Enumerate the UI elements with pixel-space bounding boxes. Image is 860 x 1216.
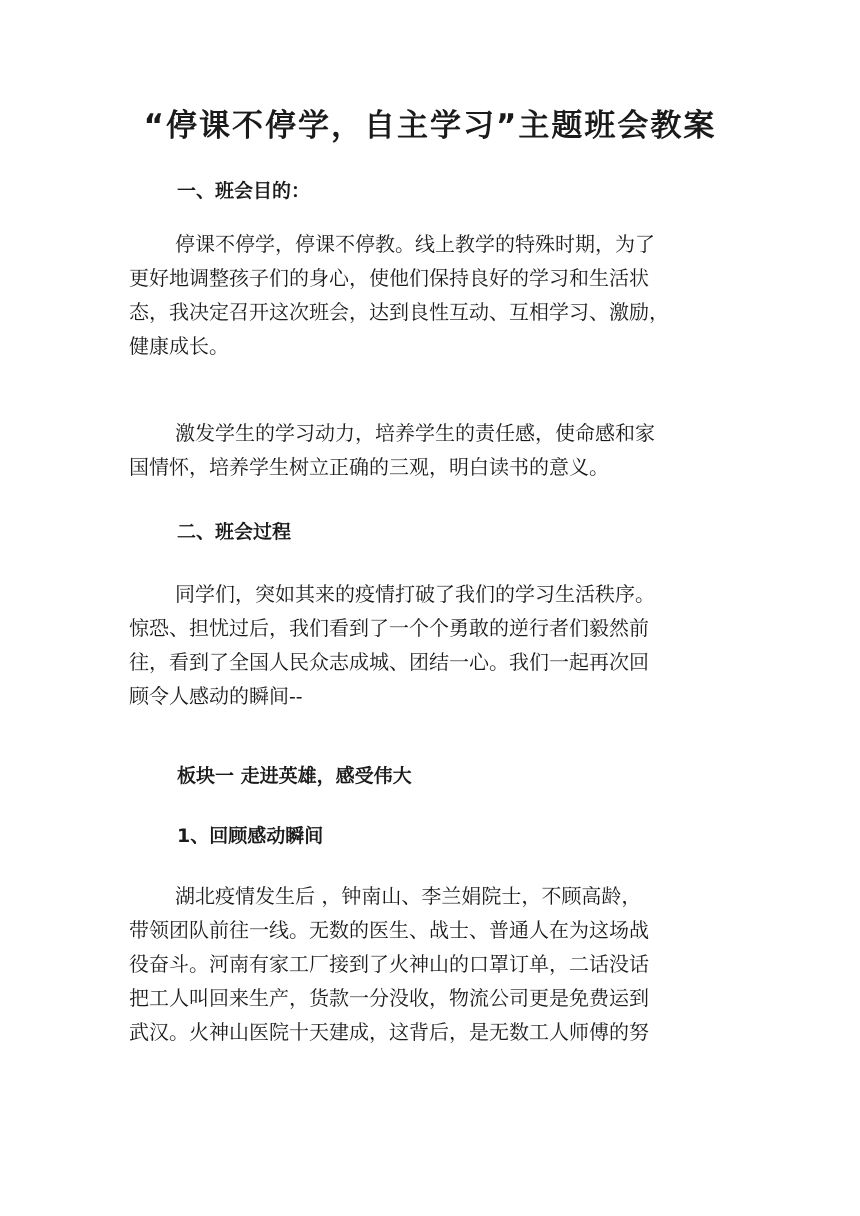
paragraph-purpose-2 — [129, 416, 731, 484]
paragraph-line: 激发学生的学习动力，培养学生的责任感，使命感和家 — [175, 421, 655, 445]
paragraph-line: 态，我决定召开这次班会，达到良性互动、互相学习、激励， — [129, 300, 669, 324]
section-heading-process: 二、班会过程 — [177, 521, 292, 543]
paragraph-line: 停课不停学，停课不停教。线上教学的特殊时期，为了 — [175, 232, 655, 256]
paragraph-line: 更好地调整孩子们的身心，使他们保持良好的学习和生活状 — [129, 266, 649, 290]
paragraph-line: 武汉。火神山医院十天建成，这背后，是无数工人师傅的努 — [129, 1020, 649, 1044]
paragraph-line: 顾令人感动的瞬间-- — [129, 684, 303, 708]
paragraph-line: 把工人叫回来生产，货款一分没收，物流公司更是免费运到 — [129, 986, 649, 1010]
paragraph-line: 带领团队前往一线。无数的医生、战士、普通人在为这场战 — [129, 918, 649, 942]
paragraph-line: 役奋斗。河南有家工厂接到了火神山的口罩订单，二话没话 — [129, 952, 649, 976]
paragraph-line: 惊恐、担忧过后，我们看到了一个个勇敢的逆行者们毅然前 — [129, 616, 649, 640]
paragraph-line: 往，看到了全国人民众志成城、团结一心。我们一起再次回 — [129, 650, 649, 674]
document-title: “停课不停学，自主学习”主题班会教案 — [143, 108, 717, 144]
paragraph-line: 国情怀，培养学生树立正确的三观，明白读书的意义。 — [129, 455, 609, 479]
paragraph-line: 健康成长。 — [129, 334, 229, 358]
paragraph-purpose-1 — [129, 227, 731, 363]
paragraph-line: 湖北疫情发生后 ，钟南山、李兰娟院士，不顾高龄， — [175, 884, 642, 908]
section-heading-purpose: 一、班会目的： — [177, 180, 311, 202]
paragraph-process-1 — [129, 577, 731, 713]
paragraph-moments-1 — [129, 879, 731, 1049]
subheading-moments: 1、回顾感动瞬间 — [177, 825, 324, 847]
block-heading-heroes: 板块一 走进英雄，感受伟大 — [177, 765, 412, 787]
paragraph-line: 同学们，突如其来的疫情打破了我们的学习生活秩序。 — [175, 582, 655, 606]
